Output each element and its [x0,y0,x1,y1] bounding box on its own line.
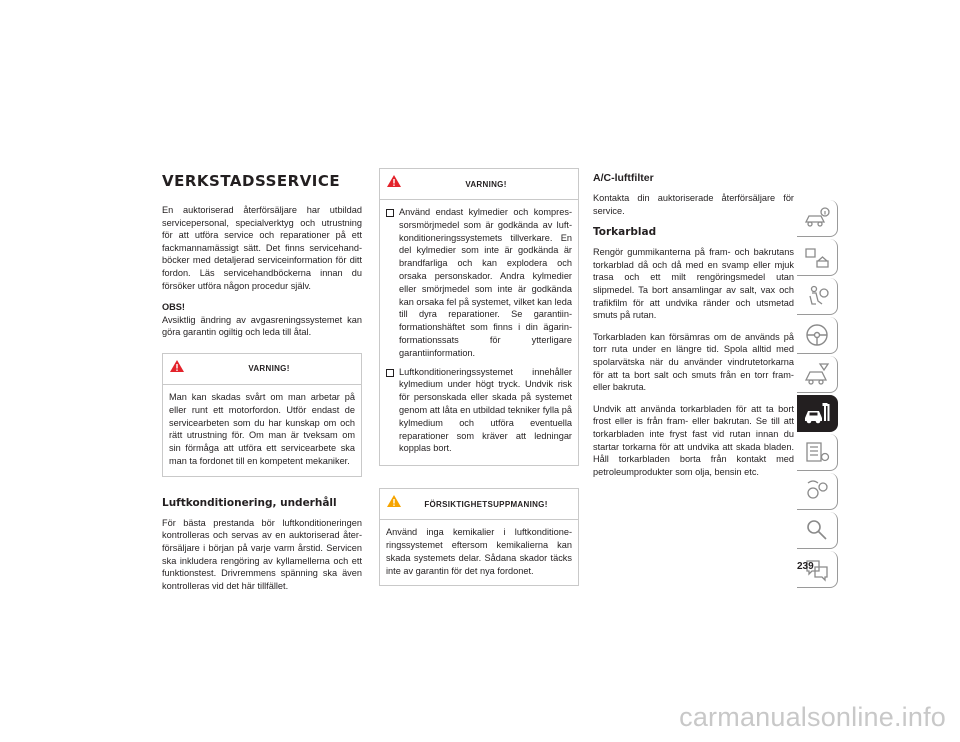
specifications-list-icon [802,438,832,466]
warning-text: Man kan skadas svårt om man arbetar på eller runt ett motorfordon. Utför endast de servicearbeten som du har kunskap om och rätt utrustning för. Om man är tveksam om sin förmåga att utföra ett servicearbete ska man ta fordonet till en kompetent mekaniker. [169,391,355,466]
column-middle [379,168,579,602]
list-item [386,206,572,360]
warning-box [379,168,579,466]
section-title-wipers: Torkarblad [593,226,657,239]
index-search-icon [802,516,832,544]
warning-title: VARNING! [465,179,507,189]
bullet-square-icon [386,369,394,377]
tab-starting-driving[interactable] [797,317,838,354]
column-right [593,168,794,487]
page-number: 239 [797,561,814,572]
section-title-ac-filter: A/C-luftfilter [593,172,654,184]
bullet-square-icon [386,209,394,217]
tab-emergency[interactable] [797,356,838,393]
tab-car-info[interactable] [797,200,838,237]
warning-header [380,169,578,200]
warning-triangle-icon [386,174,402,188]
multimedia-icon [802,477,832,505]
car-service-tools-icon [802,399,832,427]
caution-text: Använd inga kemikalier i luftkonditioneringssystemet eftersom kemikalierna kan skada systemets delar. Sådana skador täcks inte av garantin för det nya fordonet. [386,527,572,576]
safety-airbag-icon [802,282,832,310]
note-text: Avsiktlig ändring av avgasreningssystemet kan göra garantin ogiltig och leda till åtal. [162,314,362,338]
list-item [386,366,572,456]
chapter-tabs [797,200,841,590]
tab-specifications[interactable] [797,434,838,471]
caution-title: FÖRSIKTIGHETSUPPMANING! [424,499,548,509]
tab-safety[interactable] [797,278,838,315]
car-info-icon [802,204,832,232]
warning-header [163,354,361,385]
column-left [162,168,362,601]
dashboard-lights-icon [802,243,832,271]
warning-box [162,353,362,477]
bullet-text: Luftkonditioneringssystemet innehåller kylmedium under högt tryck. Undvik risk för personskada eller skada på systemet genom att låta en utbildad tekniker fylla på kylmedium och utföra eventuella reparationer som kräver att ledningar kopplas bort. [399,366,572,454]
warning-title: VARNING! [248,364,290,374]
tab-index[interactable] [797,512,838,549]
wiper-paragraph-2: Torkarbladen kan försämras om de används på torr ruta under en längre tid. Spola alltid med spolarvätska när du använder vindrutetorkarna för att ta bort salt och smuts från en torr fram- eller bakruta. [593,331,794,393]
caution-header [380,489,578,520]
bullet-text: Använd endast kylmedier och kompressorsmörjmedel som är godkända av luftkonditioneringssystemets tillverkare. En del kylmedier som inte är godkända är brandfarliga och kan explodera och orsaka personskador. Andra kylmedier eller smörjmedel som inte är godkända kan orsaka fel på systemet, vilket kan leda till dyra reparationer. Se garantiinformationshäftet som finns i din ägarinformationssats för ytterligare garantiinformation. [399,207,572,358]
watermark: carmanualsonline.info [679,702,946,732]
tab-dashboard-lights[interactable] [797,239,838,276]
section-text-ac: För bästa prestanda bör luftkonditioneringen kontrolleras och servas av en auktoriserad återförsäljare i början på varje varm årstid. Servicen ska inkludera rengöring av kyllamellerna och ett funktionstest. Drivremmens spänning ska även kontrolleras vid det här tillfället. [162,517,362,591]
section-title-ac: Luftkonditionering, underhåll [162,496,337,509]
wiper-paragraph-3: Undvik att använda torkarbladen för att ta bort frost eller is från fram- eller bakrutan. Se till att torkarbladen inte fryst fast vid rutan innan du startar torkarna för att undvika att skada bladen. Håll torkarbladen borta från kontakt med petroleumprodukter som olja, bensin etc. [593,403,794,477]
note-title: OBS! [162,302,185,313]
steering-wheel-icon [802,321,832,349]
caution-box [379,488,579,586]
tab-service-maintenance[interactable] [797,395,838,432]
page-heading: VERKSTADSSERVICE [162,172,341,190]
ac-filter-text: Kontakta din auktoriserade återförsäljare för service. [593,193,794,216]
tab-multimedia[interactable] [797,473,838,510]
caution-triangle-icon [386,494,402,508]
emergency-car-icon [802,360,832,388]
wiper-paragraph-1: Rengör gummikanterna på fram- och bakrutans torkarblad då och då med en svamp eller mjuk trasa och ett milt rengöringsmedel utan slipmedel. Ta bort ansamlingar av salt, vax och trafikfilm för att undvika ränder och utsmetad smuts på rutan. [593,247,794,321]
warning-triangle-icon [169,359,185,373]
intro-paragraph: En auktoriserad återförsäljare har utbildad servicepersonal, specialverktyg och utrustning för att utföra service och reparationer på ett fackmannamässigt sätt. Det finns servicehandböcker med detaljerad serviceinformation för ditt fordon. Läs servicehandböckerna innan du försöker utföra någon procedur själv. [162,205,362,291]
